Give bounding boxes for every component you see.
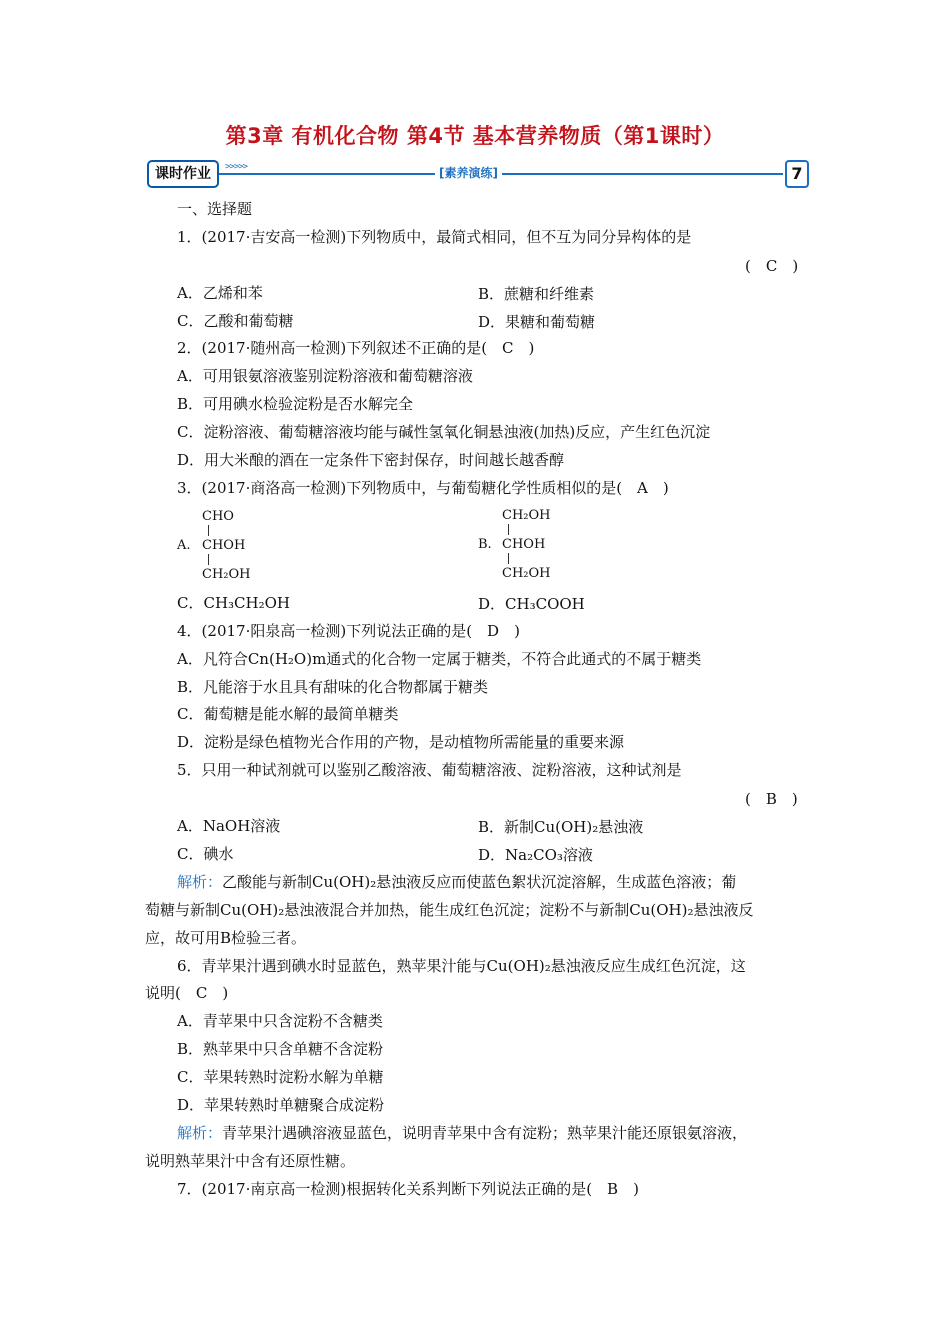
- analysis-text: 乙酸能与新制Cu(OH)₂悬浊液反应而使蓝色絮状沉淀溶解，生成蓝色溶液；葡: [222, 873, 737, 891]
- q2-stem: 2．(2017·随州高一检测)下列叙述不正确的是( C ): [177, 339, 535, 357]
- q6-analysis-line1: [177, 1123, 747, 1143]
- q3-option-a-bot: CH₂OH: [202, 567, 251, 582]
- q1-stem: 1．(2017·吉安高一检测)下列物质中，最简式相同，但不互为同分异构体的是: [177, 228, 692, 246]
- q6-stem-line2: 说明( C ): [145, 984, 229, 1002]
- banner-arrows: >>>>>: [225, 162, 248, 172]
- q7-stem: 7．(2017·南京高一检测)根据转化关系判断下列说法正确的是( B ): [177, 1180, 639, 1198]
- page-title: 第3章 有机化合物 第4节 基本营养物质（第1课时）: [225, 124, 725, 148]
- q1-option-a: A．乙烯和苯: [177, 284, 263, 302]
- bond-line: [508, 553, 509, 564]
- banner-page-number: 7: [785, 160, 809, 188]
- q3-option-b-bot: CH₂OH: [502, 566, 551, 581]
- section-heading: 一、选择题: [177, 200, 253, 218]
- analysis-label: 解析：: [177, 1124, 223, 1142]
- q4-option-b: B．凡能溶于水且具有甜味的化合物都属于糖类: [177, 678, 489, 696]
- q5-answer: ( B ): [745, 790, 798, 808]
- section-banner: [147, 160, 809, 188]
- q5-option-b: B．新制Cu(OH)₂悬浊液: [478, 818, 644, 836]
- q6-analysis-line2: 说明熟苹果汁中含有还原性糖。: [145, 1152, 356, 1170]
- q3-option-b-label: B.: [478, 537, 492, 552]
- q5-analysis-line2: 萄糖与新制Cu(OH)₂悬浊液混合并加热，能生成红色沉淀；淀粉不与新制Cu(OH)₂悬浊液反: [145, 901, 754, 919]
- q3-option-a-mid: CHOH: [202, 538, 246, 553]
- q3-option-b-top: CH₂OH: [502, 508, 551, 523]
- bond-line: [208, 554, 209, 565]
- q2-option-c: C．淀粉溶液、葡萄糖溶液均能与碱性氢氧化铜悬浊液(加热)反应，产生红色沉淀: [177, 423, 711, 441]
- banner-middle-tag: [素养演练]: [435, 164, 502, 181]
- q3-option-b-mid: CHOH: [502, 537, 546, 552]
- q3-option-a-label: A.: [177, 538, 191, 553]
- q5-analysis-line1: [177, 872, 736, 892]
- q5-option-d: D．Na₂CO₃溶液: [478, 846, 593, 864]
- bond-line: [208, 525, 209, 536]
- q3-option-d: D．CH₃COOH: [478, 595, 585, 613]
- banner-left-tag: 课时作业: [147, 160, 219, 188]
- q3-option-c: C．CH₃CH₂OH: [177, 594, 290, 612]
- q4-option-a: A．凡符合Cn(H₂O)m通式的化合物一定属于糖类，不符合此通式的不属于糖类: [177, 650, 702, 668]
- q5-stem: 5．只用一种试剂就可以鉴别乙酸溶液、葡萄糖溶液、淀粉溶液，这种试剂是: [177, 761, 682, 779]
- q6-option-a: A．青苹果中只含淀粉不含糖类: [177, 1012, 383, 1030]
- q3-stem: 3．(2017·商洛高一检测)下列物质中，与葡萄糖化学性质相似的是( A ): [177, 479, 669, 497]
- q6-option-b: B．熟苹果中只含单糖不含淀粉: [177, 1040, 384, 1058]
- q4-option-d: D．淀粉是绿色植物光合作用的产物，是动植物所需能量的重要来源: [177, 733, 625, 751]
- analysis-label: 解析：: [177, 873, 223, 891]
- q2-option-a: A．可用银氨溶液鉴别淀粉溶液和葡萄糖溶液: [177, 367, 473, 385]
- q1-option-d: D．果糖和葡萄糖: [478, 313, 596, 331]
- q6-option-c: C．苹果转熟时淀粉水解为单糖: [177, 1068, 384, 1086]
- q4-stem: 4．(2017·阳泉高一检测)下列说法正确的是( D ): [177, 622, 520, 640]
- q5-option-c: C．碘水: [177, 845, 234, 863]
- q4-option-c: C．葡萄糖是能水解的最简单糖类: [177, 705, 399, 723]
- q1-option-c: C．乙酸和葡萄糖: [177, 312, 294, 330]
- q2-option-b: B．可用碘水检验淀粉是否水解完全: [177, 395, 414, 413]
- bond-line: [508, 524, 509, 535]
- q1-option-b: B．蔗糖和纤维素: [478, 285, 595, 303]
- q1-answer: ( C ): [745, 257, 799, 275]
- q2-option-d: D．用大米酿的酒在一定条件下密封保存，时间越长越香醇: [177, 451, 565, 469]
- q5-analysis-line3: 应，故可用B检验三者。: [145, 929, 307, 947]
- q3-option-a-top: CHO: [202, 509, 234, 524]
- q6-option-d: D．苹果转熟时单糖聚合成淀粉: [177, 1096, 385, 1114]
- q5-option-a: A．NaOH溶液: [177, 817, 281, 835]
- q6-stem-line1: 6．青苹果汁遇到碘水时显蓝色，熟苹果汁能与Cu(OH)₂悬浊液反应生成红色沉淀，这: [177, 957, 746, 975]
- analysis-text: 青苹果汁遇碘溶液显蓝色，说明青苹果中含有淀粉；熟苹果汁能还原银氨溶液，: [222, 1124, 748, 1142]
